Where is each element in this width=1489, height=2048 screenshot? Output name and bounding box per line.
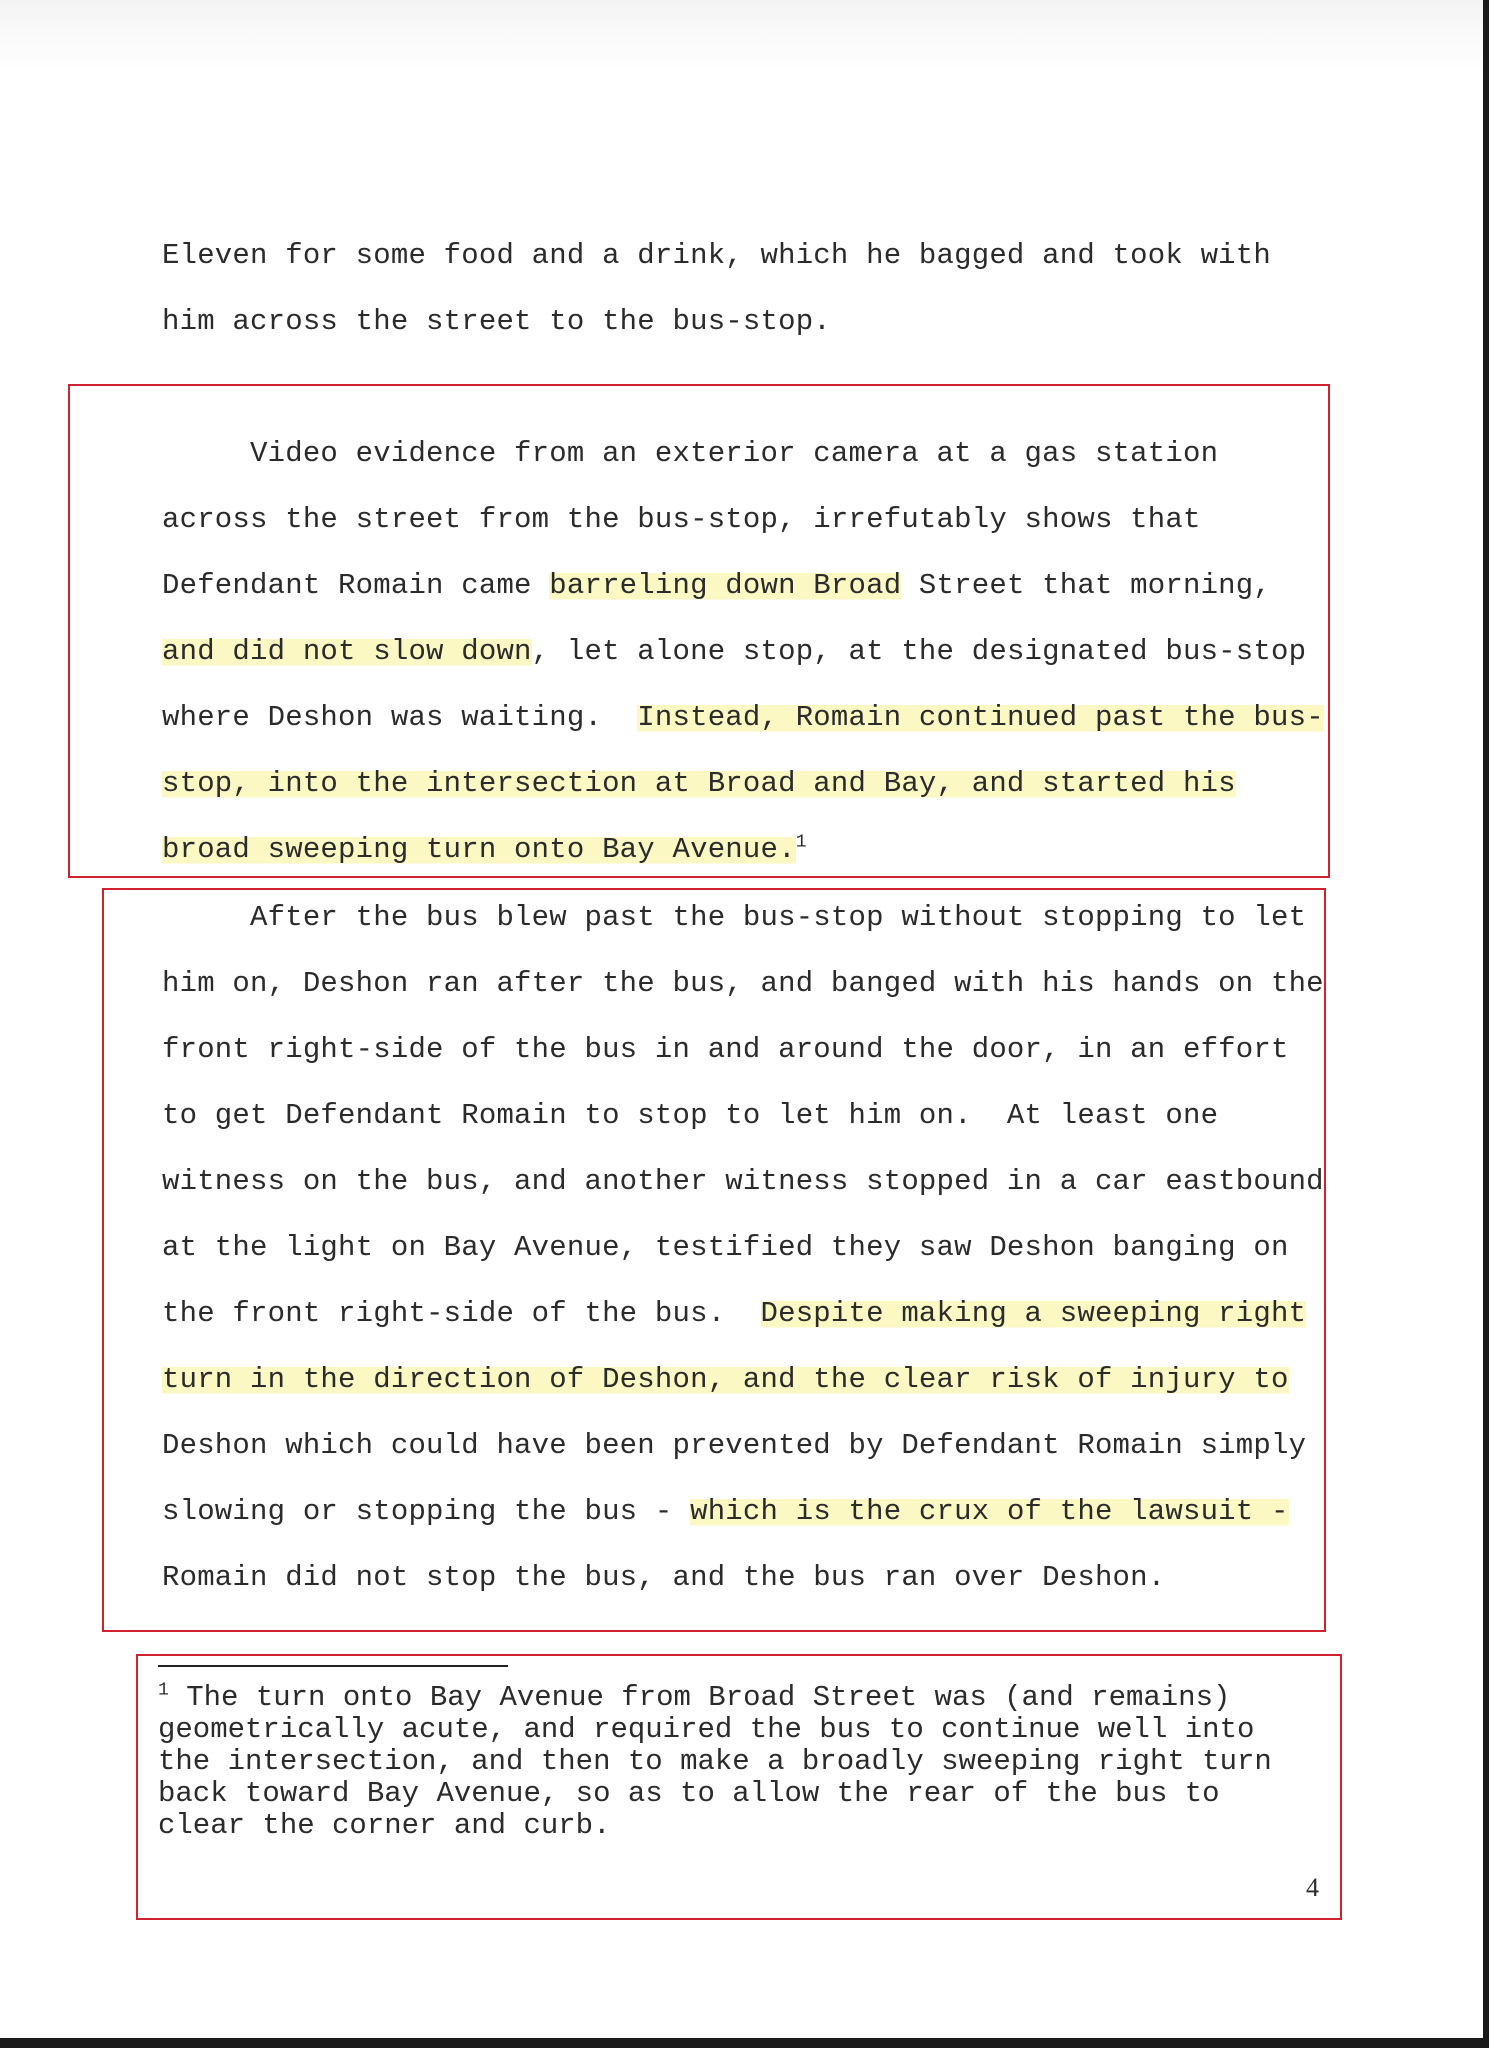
footnote-line-5: clear the corner and curb.: [158, 1809, 611, 1842]
scan-top-edge: [0, 0, 1489, 70]
footnote-separator: [158, 1665, 508, 1667]
para1-line-4: [162, 632, 1306, 672]
para1-line-6: [162, 764, 1236, 804]
intro-line-1: Eleven for some food and a drink, which he bagged and took with: [162, 239, 1271, 272]
para1-line-7: [162, 830, 807, 870]
para2-line-8: [162, 1360, 1289, 1400]
highlighted-text: and did not slow down: [162, 635, 532, 668]
highlighted-text: barreling down Broad: [549, 569, 902, 602]
footnote-line-4: back toward Bay Avenue, so as to allow the rear of the bus to: [158, 1777, 1220, 1810]
para2-line-1: After the bus blew past the bus-stop without stopping to let: [162, 901, 1307, 934]
scan-bottom-edge: [0, 2038, 1489, 2048]
footnote-line-3: the intersection, and then to make a broadly sweeping right turn: [158, 1745, 1272, 1778]
highlighted-text: Despite making a sweeping right: [760, 1297, 1307, 1330]
footnote-text: The turn onto Bay Avenue from Broad Street was (and remains): [168, 1681, 1231, 1714]
footnote-line-2: geometrically acute, and required the bus to continue well into: [158, 1713, 1255, 1746]
para2-text: slowing or stopping the bus -: [162, 1495, 691, 1528]
para2-line-9: Deshon which could have been prevented by Defendant Romain simply: [162, 1429, 1307, 1462]
para2-line-6: at the light on Bay Avenue, testified they saw Deshon banging on: [162, 1231, 1289, 1264]
para2-line-7: [162, 1294, 1306, 1334]
para2-text: the front right-side of the bus.: [162, 1297, 761, 1330]
highlighted-text: which is the crux of the lawsuit -: [690, 1495, 1289, 1528]
highlighted-text: Instead, Romain continued past the bus-: [637, 701, 1324, 734]
para1-text: where Deshon was waiting.: [162, 701, 638, 734]
footnote-line-1: [158, 1682, 1230, 1714]
para1-line-3: [162, 566, 1271, 606]
highlighted-text: broad sweeping turn onto Bay Avenue.: [162, 833, 796, 866]
para1-line-2: across the street from the bus-stop, irrefutably shows that: [162, 503, 1201, 536]
para1-text: Street that morning,: [901, 569, 1271, 602]
para2-line-11: Romain did not stop the bus, and the bus ran over Deshon.: [162, 1561, 1166, 1594]
para1-line-1: Video evidence from an exterior camera at a gas station: [162, 437, 1219, 470]
scan-right-edge: [1483, 0, 1489, 2048]
intro-line-2: him across the street to the bus-stop.: [162, 305, 831, 338]
para2-line-2: him on, Deshon ran after the bus, and banged with his hands on the: [162, 967, 1324, 1000]
para1-text: , let alone stop, at the designated bus-stop: [531, 635, 1307, 668]
highlighted-text: turn in the direction of Deshon, and the clear risk of injury to: [162, 1363, 1289, 1396]
footnote-marker: 1: [158, 1680, 169, 1701]
highlighted-text: stop, into the intersection at Broad and Bay, and started his: [162, 767, 1236, 800]
para1-line-5: [162, 698, 1324, 738]
para2-line-10: [162, 1492, 1289, 1532]
para2-line-3: front right-side of the bus in and around the door, in an effort: [162, 1033, 1289, 1066]
para1-text: Defendant Romain came: [162, 569, 550, 602]
para2-line-4: to get Defendant Romain to stop to let him on. At least one: [162, 1099, 1219, 1132]
para2-line-5: witness on the bus, and another witness stopped in a car eastbound: [162, 1165, 1324, 1198]
page-number: 4: [1306, 1873, 1319, 1902]
footnote-reference[interactable]: 1: [795, 832, 807, 853]
